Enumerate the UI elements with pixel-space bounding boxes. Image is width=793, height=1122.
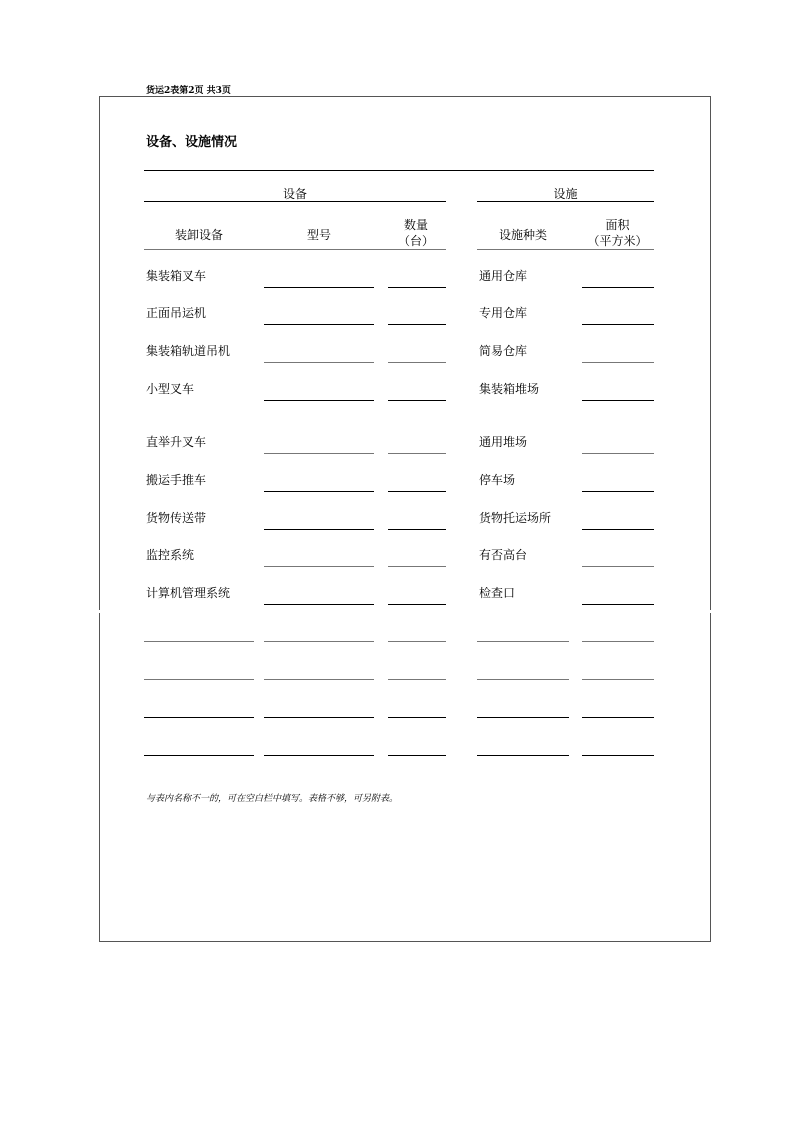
- facility-label: 有否高台: [479, 548, 528, 562]
- equipment-label: 正面吊运机: [146, 306, 207, 320]
- blank-qty-field[interactable]: [388, 641, 446, 642]
- blank-area-field[interactable]: [582, 755, 654, 756]
- area-field[interactable]: [582, 604, 654, 605]
- blank-model-field[interactable]: [264, 679, 374, 680]
- model-field[interactable]: [264, 324, 374, 325]
- qty-field[interactable]: [388, 529, 446, 530]
- qty-field[interactable]: [388, 362, 446, 363]
- blank-qty-field[interactable]: [388, 755, 446, 756]
- area-field[interactable]: [582, 362, 654, 363]
- area-field[interactable]: [582, 287, 654, 288]
- equipment-label: 集装箱叉车: [146, 269, 207, 283]
- blank-equipment-field[interactable]: [144, 641, 254, 642]
- blank-model-field[interactable]: [264, 641, 374, 642]
- blank-facility-field[interactable]: [477, 679, 569, 680]
- model-field[interactable]: [264, 529, 374, 530]
- qty-field[interactable]: [388, 400, 446, 401]
- area-field[interactable]: [582, 491, 654, 492]
- blank-facility-field[interactable]: [477, 641, 569, 642]
- blank-qty-field[interactable]: [388, 717, 446, 718]
- equipment-label: 计算机管理系统: [146, 586, 231, 600]
- facility-label: 通用仓库: [479, 269, 528, 283]
- blank-qty-field[interactable]: [388, 679, 446, 680]
- frame-page-break: [96, 610, 715, 613]
- facility-label: 通用堆场: [479, 435, 528, 449]
- equipment-label: 直举升叉车: [146, 435, 207, 449]
- facility-label: 停车场: [479, 473, 516, 487]
- qty-field[interactable]: [388, 491, 446, 492]
- blank-facility-field[interactable]: [477, 717, 569, 718]
- equipment-label: 货物传送带: [146, 511, 207, 525]
- blank-model-field[interactable]: [264, 717, 374, 718]
- qty-field[interactable]: [388, 453, 446, 454]
- facility-label: 检查口: [479, 586, 516, 600]
- blank-area-field[interactable]: [582, 717, 654, 718]
- model-field[interactable]: [264, 287, 374, 288]
- col-header-qty: 数量: [403, 218, 428, 232]
- model-field[interactable]: [264, 566, 374, 567]
- area-field[interactable]: [582, 566, 654, 567]
- facility-label: 专用仓库: [479, 306, 528, 320]
- blank-area-field[interactable]: [582, 641, 654, 642]
- blank-model-field[interactable]: [264, 755, 374, 756]
- facility-label: 集装箱堆场: [479, 382, 540, 396]
- qty-field[interactable]: [388, 287, 446, 288]
- blank-equipment-field[interactable]: [144, 717, 254, 718]
- facility-heading: 设施: [553, 187, 578, 201]
- area-field[interactable]: [582, 400, 654, 401]
- blank-area-field[interactable]: [582, 679, 654, 680]
- area-field[interactable]: [582, 453, 654, 454]
- facility-label: 货物托运场所: [479, 511, 552, 525]
- header-rule-right: [477, 249, 654, 250]
- facility-label: 简易仓库: [479, 344, 528, 358]
- col-header-model: 型号: [306, 228, 331, 242]
- equipment-heading-rule: [144, 201, 446, 202]
- area-field[interactable]: [582, 529, 654, 530]
- equipment-heading: 设备: [282, 187, 307, 201]
- col-header-facility-type: 设施种类: [498, 228, 547, 242]
- model-field[interactable]: [264, 362, 374, 363]
- model-field[interactable]: [264, 400, 374, 401]
- equipment-label: 监控系统: [146, 548, 195, 562]
- blank-facility-field[interactable]: [477, 755, 569, 756]
- equipment-label: 搬运手推车: [146, 473, 207, 487]
- model-field[interactable]: [264, 453, 374, 454]
- header-rule-left: [144, 249, 446, 250]
- col-header-equipment-name: 装卸设备: [174, 228, 223, 242]
- col-header-area-unit: （平方米）: [587, 234, 648, 248]
- blank-equipment-field[interactable]: [144, 679, 254, 680]
- equipment-label: 集装箱轨道吊机: [146, 344, 231, 358]
- page-reference: 货运2表第2页 共3页: [146, 86, 231, 96]
- title-rule: [144, 170, 654, 171]
- area-field[interactable]: [582, 324, 654, 325]
- form-title: 设备、设施情况: [146, 135, 238, 150]
- model-field[interactable]: [264, 491, 374, 492]
- qty-field[interactable]: [388, 566, 446, 567]
- equipment-label: 小型叉车: [146, 382, 195, 396]
- blank-equipment-field[interactable]: [144, 755, 254, 756]
- model-field[interactable]: [264, 604, 374, 605]
- footnote: 与表内名称不一的，可在空白栏中填写。表格不够，可另附表。: [146, 794, 399, 804]
- col-header-qty-unit: （台）: [397, 234, 434, 248]
- qty-field[interactable]: [388, 324, 446, 325]
- facility-heading-rule: [477, 201, 654, 202]
- col-header-area: 面积: [605, 218, 630, 232]
- qty-field[interactable]: [388, 604, 446, 605]
